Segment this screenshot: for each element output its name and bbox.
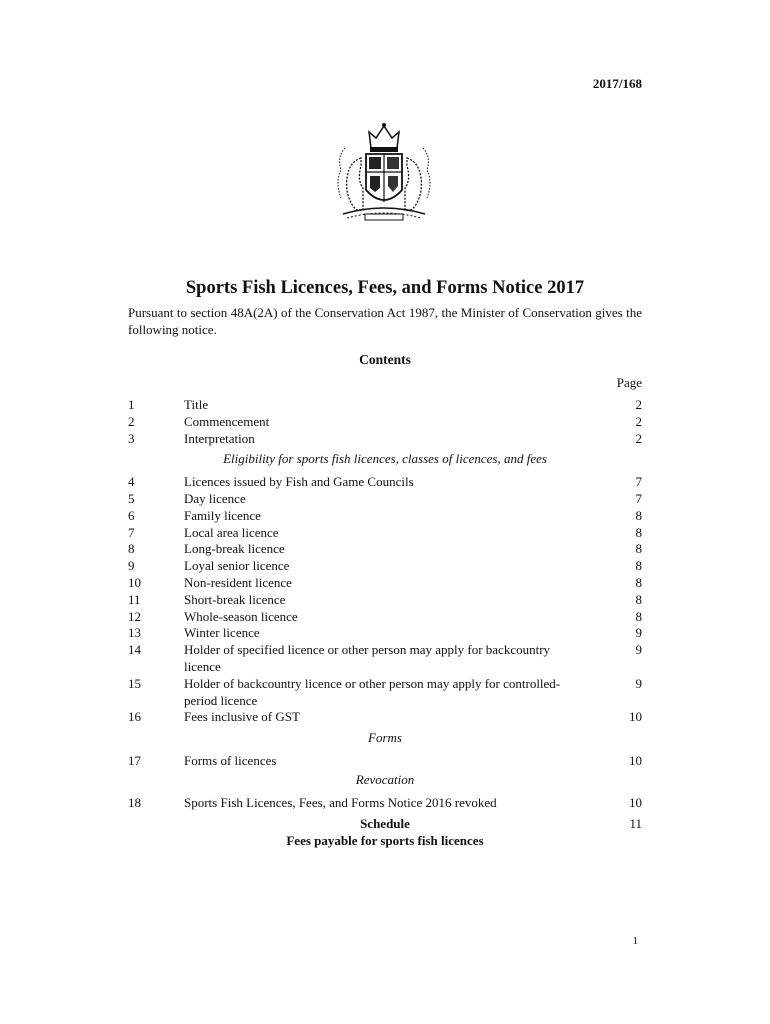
- toc-title: Title: [184, 397, 209, 412]
- toc-number: 7: [128, 525, 135, 540]
- toc-number: 17: [128, 753, 141, 768]
- contents-heading: Contents: [359, 352, 411, 367]
- toc-title: Long-break licence: [184, 541, 285, 556]
- toc-title: Forms of licences: [184, 753, 277, 768]
- toc-title: Loyal senior licence: [184, 558, 290, 573]
- toc-title: Interpretation: [184, 431, 255, 446]
- toc-number: 14: [128, 642, 141, 657]
- toc-page: 8: [635, 558, 642, 573]
- toc-page: 7: [635, 491, 642, 506]
- toc-number: 2: [128, 414, 135, 429]
- toc-page: 8: [635, 508, 642, 523]
- page-column-heading: Page: [616, 375, 642, 390]
- toc-number: 9: [128, 558, 135, 573]
- toc-number: 5: [128, 491, 135, 506]
- toc-title: Fees inclusive of GST: [184, 709, 300, 724]
- toc-title: Sports Fish Licences, Fees, and Forms Notice 2016 revoked: [184, 795, 497, 810]
- document-number: 2017/168: [592, 76, 642, 91]
- toc-page: 9: [635, 625, 642, 640]
- toc-number: 18: [128, 795, 141, 810]
- toc-number: 16: [128, 709, 141, 724]
- toc-title: Holder of backcountry licence or other person may apply for controlled-period licence: [184, 676, 561, 708]
- toc-page: 10: [629, 795, 642, 810]
- toc-number: 10: [128, 575, 141, 590]
- page-title: Sports Fish Licences, Fees, and Forms Notice 2017: [185, 278, 585, 298]
- toc-page: 11: [629, 816, 642, 831]
- intro-paragraph: Pursuant to section 48A(2A) of the Conservation Act 1987, the Minister of Conservation gives the following notice.: [128, 305, 642, 337]
- toc-page: 10: [629, 709, 642, 724]
- coat-of-arms-icon: [323, 118, 445, 230]
- toc-page: 9: [635, 676, 642, 691]
- toc-number: 3: [128, 431, 135, 446]
- toc-title: Winter licence: [184, 625, 260, 640]
- toc-title: Commencement: [184, 414, 270, 429]
- toc-page: 8: [635, 525, 642, 540]
- page-number: 1: [632, 935, 638, 947]
- toc-page: 9: [635, 642, 642, 657]
- toc-page: 2: [635, 414, 642, 429]
- toc-page: 8: [635, 541, 642, 556]
- schedule-label: Schedule: [360, 816, 410, 831]
- toc-page: 2: [635, 397, 642, 412]
- toc-title: Short-break licence: [184, 592, 286, 607]
- toc-number: 1: [128, 397, 135, 412]
- toc-title: Family licence: [184, 508, 261, 523]
- toc-number: 12: [128, 609, 141, 624]
- toc-title: Holder of specified licence or other person may apply for backcountry licence: [184, 642, 551, 674]
- toc-title: Whole-season licence: [184, 609, 298, 624]
- toc-page: 8: [635, 575, 642, 590]
- toc-subheading: Forms: [368, 730, 402, 745]
- toc-number: 4: [128, 474, 135, 489]
- toc-subheading: Eligibility for sports fish licences, classes of licences, and fees: [223, 451, 547, 466]
- schedule-subtitle: Fees payable for sports fish licences: [286, 833, 484, 848]
- toc-title: Licences issued by Fish and Game Councils: [184, 474, 414, 489]
- toc-number: 8: [128, 541, 135, 556]
- toc-number: 6: [128, 508, 135, 523]
- toc-page: 10: [629, 753, 642, 768]
- toc-page: 7: [635, 474, 642, 489]
- toc-number: 13: [128, 625, 141, 640]
- toc-number: 15: [128, 676, 141, 691]
- toc-page: 2: [635, 431, 642, 446]
- toc-title: Local area licence: [184, 525, 279, 540]
- toc-title: Day licence: [184, 491, 246, 506]
- toc-subheading: Revocation: [355, 772, 415, 787]
- toc-page: 8: [635, 592, 642, 607]
- toc-number: 11: [128, 592, 141, 607]
- toc-title: Non-resident licence: [184, 575, 292, 590]
- toc-page: 8: [635, 609, 642, 624]
